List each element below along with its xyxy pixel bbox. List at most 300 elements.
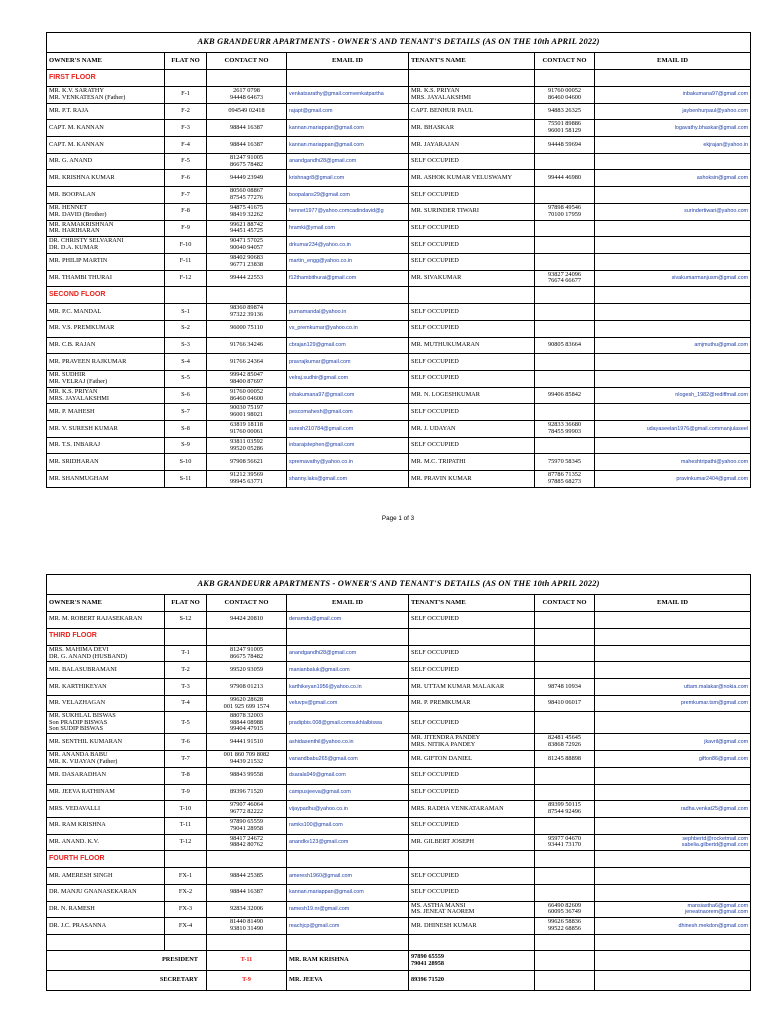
owner-name-cell [47,87,165,104]
owner-name-cell [47,645,165,662]
cell-line: MR. P. PREMKUMAR [411,699,471,707]
owner-contact-cell [207,751,287,768]
cell-line: SELF OCCUPIED [411,357,459,365]
owner-email-cell [287,187,409,204]
table-row [47,612,751,629]
empty-cell [535,971,595,991]
details-table-page-1 [46,32,751,488]
cell-line: 98843 99558 [229,771,264,779]
empty-cell [165,935,207,951]
tenant-email-cell [595,404,751,421]
owner-email-cell [287,834,409,851]
table-row [47,253,751,270]
cell-line: rajapt@gmail.com [289,108,333,115]
empty-cell [409,287,535,304]
tenant-email-cell [595,734,751,751]
table-row [47,471,751,488]
cell-line: S-1 [181,307,190,315]
owner-contact-cell [207,884,287,901]
table-row [47,695,751,712]
owner-contact-cell [207,337,287,354]
owner-name-cell [47,834,165,851]
table-row [47,137,751,154]
empty-cell [409,935,535,951]
flat-no-cell [165,187,207,204]
cell-line: 98844 25385 [229,871,264,879]
tenant-email-cell [595,153,751,170]
owner-email-cell [287,712,409,734]
flat-no-cell [165,454,207,471]
cell-line: veluvpv@gmail.com [289,700,338,707]
flat-no-cell [165,801,207,818]
flat-no-cell [165,884,207,901]
cell-line: 97907 46064 [229,801,264,809]
cell-line: dsarala949@gmail.com [289,772,346,779]
cell-line: 81440 81490 [229,918,264,926]
table-row [47,454,751,471]
cell-line: 90805 83664 [547,341,582,349]
cell-line: 91760 00061 [229,427,264,435]
cell-line: MR. PRAVIN KUMAR [411,474,472,482]
tenant-name-cell [409,801,535,818]
cell-line: 88078 32003 [229,711,264,719]
tenant-name-cell [409,884,535,901]
tenant-email-cell [595,767,751,784]
table-row [47,87,751,104]
cell-line: ekjrajan@yahoo.in [703,141,749,148]
cell-line: 94441 91510 [229,737,264,745]
tenant-name-cell [409,712,535,734]
owner-contact-cell [207,712,287,734]
column-header: EMAIL ID [287,53,409,70]
cell-line: sivakumarmanjusm@gmail.com [671,275,749,281]
cell-line: 96001 98021 [229,411,264,419]
cell-line: SELF OCCUPIED [411,407,459,415]
cell-line: FX-1 [178,871,193,879]
owner-name-cell [47,712,165,734]
empty-cell [535,935,595,951]
cell-line: MR. KRISHNA KUMAR [49,173,115,181]
cell-line: MR. GIFTON DANIEL [411,754,472,762]
cell-line: SELF OCCUPIED [411,665,459,673]
table-row [47,712,751,734]
table-row [47,320,751,337]
cell-line: inbakumana97@gmail.com [289,392,355,399]
owner-contact-cell [207,612,287,629]
tenant-contact-cell [535,901,595,918]
cell-line: logavathy.bhaskar@gmail.com [674,124,749,131]
tenant-contact-cell [535,404,595,421]
officer-flat: T-9 [207,971,287,991]
tenant-name-cell [409,220,535,237]
tenant-name-cell [409,253,535,270]
owner-email-cell [287,421,409,438]
officer-contact [409,971,535,991]
owner-email-cell [287,404,409,421]
cell-line: T-8 [181,771,190,779]
tenant-name-cell [409,901,535,918]
tenant-contact-cell [535,695,595,712]
cell-line: 99520 93059 [229,665,264,673]
cell-line: T-3 [181,682,190,690]
owner-name-cell [47,137,165,154]
owner-email-cell [287,337,409,354]
empty-cell [165,70,207,87]
title-row [47,575,751,595]
cell-line: 99406 85842 [547,391,582,399]
document-title: AKB GRANDEURR APARTMENTS - OWNER'S AND TENANT'S DETAILS (AS ON THE 10th APRIL 2022) [47,33,751,53]
cell-line: F-5 [181,157,190,165]
cell-line: Son SUDIP BISWAS [49,725,104,733]
cell-line: F-2 [181,107,190,115]
empty-cell [287,70,409,87]
owner-email-cell [287,868,409,885]
flat-no-cell [165,253,207,270]
cell-line: SELF OCCUPIED [411,240,459,248]
cell-line: kannan.mariappan@gmail.com [289,124,364,131]
cell-line: F-12 [179,274,192,281]
empty-cell [47,935,165,951]
cell-line: 60095 36749 [547,908,582,916]
owner-email-cell [287,801,409,818]
flat-no-cell [165,220,207,237]
owner-name-cell [47,120,165,137]
cell-line: SELF OCCUPIED [411,257,459,265]
cell-line: 90040 94057 [229,244,264,252]
cell-line: MR. G. ANAND [49,157,93,165]
table-row [47,203,751,220]
owner-email-cell [287,120,409,137]
cell-line: anandgandhi28@gmail.com [289,650,357,657]
owner-name-cell [47,784,165,801]
owner-email-cell [287,645,409,662]
tenant-name-cell [409,817,535,834]
cell-line: 87544 92496 [547,808,582,816]
owner-name-cell [47,371,165,388]
cell-line: MR. DASARADHAN [49,771,107,779]
cell-line: SELF OCCUPIED [411,307,459,315]
cell-line: 87786 71352 [547,471,582,479]
owner-email-cell [287,454,409,471]
cell-line: densmdu@gmail.com [289,616,342,623]
tenant-contact-cell [535,645,595,662]
cell-line: MR. UTTAM KUMAR MALAKAR [411,682,505,690]
cell-line: SELF OCCUPIED [411,324,459,332]
column-header: OWNER'S NAME [47,53,165,70]
owner-email-cell [287,612,409,629]
tenant-email-cell [595,471,751,488]
tenant-email-cell [595,170,751,187]
cell-line: FX-4 [178,921,193,929]
cell-line: 99404 47915 [229,725,264,733]
section-title: FOURTH FLOOR [47,851,165,868]
owner-email-cell [287,751,409,768]
cell-line: 94451 45725 [229,227,264,235]
owner-contact-cell [207,203,287,220]
empty-cell [409,628,535,645]
tenant-contact-cell [535,868,595,885]
cell-line: S-6 [181,391,190,399]
owner-name-cell [47,354,165,371]
flat-no-cell [165,612,207,629]
owner-name-cell [47,767,165,784]
cell-line: MR. M.C. TRIPATHI [411,457,466,465]
document-title: AKB GRANDEURR APARTMENTS - OWNER'S AND TENANT'S DETAILS (AS ON THE 10th APRIL 2022) [47,575,751,595]
tenant-email-cell [595,220,751,237]
cell-line: SELF OCCUPIED [411,871,459,879]
cell-line: 96000 75110 [230,324,263,332]
cell-line: amjmuthu@gmail.com [694,342,749,349]
cell-line: SELF OCCUPIED [411,157,459,165]
empty-cell [165,851,207,868]
cell-line: F-11 [179,257,192,265]
cell-line: FX-2 [178,888,193,896]
section-title: SECOND FLOOR [47,287,165,304]
flat-no-cell [165,817,207,834]
tenant-name-cell [409,387,535,404]
tenant-contact-cell [535,767,595,784]
flat-no-cell [165,784,207,801]
cell-line: purnamandal@yahoo.in [289,308,347,315]
column-header: TENANT'S NAME [409,53,535,70]
cell-line: SELF OCCUPIED [411,821,459,829]
tenant-email-cell [595,437,751,454]
flat-no-cell [165,901,207,918]
cell-line: S-10 [179,457,192,465]
cell-line: 96771 23838 [229,260,264,268]
cell-line: MRS. JAYALAKSHMI [411,93,471,101]
table-row [47,817,751,834]
cell-line: F-9 [181,223,190,231]
cell-line: 86675 78482 [229,160,264,168]
cell-line: 79041 28958 [229,824,264,832]
table-row [47,220,751,237]
cell-line: T-9 [181,787,190,795]
cell-line: F-1 [181,90,190,98]
cell-line: 93827 24096 [547,270,582,278]
tenant-name-cell [409,421,535,438]
flat-no-cell [165,153,207,170]
cell-line: MR. ANAND. K.V. [49,838,99,845]
cell-line: DR. MANJU GNANASEKARAN [49,888,137,896]
owner-name-cell [47,304,165,321]
cell-line: 81247 91005 [229,153,264,161]
flat-no-cell [165,437,207,454]
flat-no-cell [165,421,207,438]
tenant-name-cell [409,354,535,371]
cell-line: 97908 01213 [229,682,264,690]
tenant-email-cell [595,354,751,371]
cell-line: T-2 [181,665,190,673]
cell-line: CAPT. M. KANNAN [49,123,104,131]
owner-contact-cell [207,120,287,137]
page-2 [46,574,750,991]
owner-contact-cell [207,270,287,287]
cell-line: udayaseelan1976@gmail.commanjulaseel [646,425,749,432]
cell-line: MR. P.T. RAJA [49,107,89,115]
empty-cell [595,287,751,304]
empty-cell [535,951,595,971]
cell-line: 98402 90683 [229,253,264,261]
cell-line: 94448 59694 [547,140,582,148]
cell-line: CAPT. M. KANNAN [49,140,104,148]
cell-line: ameresh1960@gmail.com [289,872,353,879]
cell-line: jeneatnaorem@gmail.com [685,909,749,916]
officer-contact [409,951,535,971]
owner-contact-cell [207,645,287,662]
section-title: FIRST FLOOR [47,70,165,87]
owner-contact-cell [207,371,287,388]
cell-line: 89399 50115 [548,801,581,809]
tenant-email-cell [595,784,751,801]
cell-line: MR. P. MAHESH [49,407,95,415]
owner-email-cell [287,901,409,918]
cell-line: MR. SUDHIR [49,371,86,379]
flat-no-cell [165,712,207,734]
tenant-contact-cell [535,751,595,768]
cell-line: SELF OCCUPIED [411,787,459,795]
empty-cell [409,70,535,87]
owner-email-cell [287,767,409,784]
column-header: CONTACT NO [207,53,287,70]
column-header: OWNER'S NAME [47,595,165,612]
tenant-email-cell [595,662,751,679]
empty-cell [409,851,535,868]
tenant-name-cell [409,612,535,629]
cell-line: MR. K.S. PRIYAN [49,387,98,395]
cell-line: MR. JITENDRA PANDEY [411,734,481,742]
empty-cell [595,971,751,991]
cell-line: 91766 24364 [229,357,264,365]
empty-cell [595,628,751,645]
cell-line: 99942 85047 [229,371,264,379]
owner-contact-cell [207,404,287,421]
cell-line: hramki@ymail.com [289,224,335,231]
flat-no-cell [165,679,207,696]
cell-line: gifton86@gmail.com [698,755,749,762]
flat-no-cell [165,120,207,137]
table-row [47,170,751,187]
tenant-name-cell [409,337,535,354]
officer-flat: T-11 [207,951,287,971]
cell-line: MRS. JAYALAKSHMI [49,394,109,402]
owner-email-cell [287,371,409,388]
header-row [47,595,751,612]
owner-email-cell [287,471,409,488]
cell-line: MR. SIVAKUMAR [411,274,462,281]
tenant-contact-cell [535,354,595,371]
empty-cell [595,935,751,951]
cell-line: 91212 39569 [229,471,264,479]
tenant-email-cell [595,371,751,388]
tenant-contact-cell [535,471,595,488]
column-header: EMAIL ID [287,595,409,612]
cell-line: 80560 08867 [229,187,264,195]
table-row [47,103,751,120]
table-row [47,237,751,254]
table-row [47,337,751,354]
cell-line: 98419 32262 [229,210,264,218]
cell-line: 97908 56621 [229,457,264,465]
empty-cell [287,935,409,951]
empty-cell [535,70,595,87]
cell-line: MR. C.B. RAJAN [49,341,96,349]
officer-row [47,971,751,991]
cell-line: 93810 31490 [229,925,264,933]
owner-contact-cell [207,137,287,154]
cell-line: ashidasenthil@yahoo.co.in [289,738,354,745]
tenant-contact-cell [535,817,595,834]
cell-line: 94875 41675 [229,203,264,211]
tenant-contact-cell [535,187,595,204]
cell-line: 97890 65559 [411,952,445,960]
owner-email-cell [287,734,409,751]
owner-contact-cell [207,767,287,784]
cell-line: S-12 [179,615,192,623]
cell-line: campusjeeva@gmail.com [289,788,351,795]
owner-name-cell [47,270,165,287]
cell-line: MR. M. ROBERT RAJASEKARAN [49,615,143,623]
cell-line: DR. CHRISTY SELVARANI [49,237,124,245]
cell-line: MR. P.C. MANDAL [49,307,102,315]
cell-line: F-7 [181,190,190,198]
cell-line: inbarajstephen@gmail.com [289,442,355,449]
cell-line: 98844 08988 [229,718,264,726]
owner-email-cell [287,695,409,712]
owner-contact-cell [207,170,287,187]
owner-contact-cell [207,421,287,438]
column-header: CONTACT NO [207,595,287,612]
cell-line: S-2 [181,324,190,332]
officer-role: SECRETARY [47,971,207,991]
cell-line: MR. V.S. PREMKUMAR [49,324,115,332]
owner-name-cell [47,103,165,120]
owner-name-cell [47,220,165,237]
cell-line: 94449 23949 [229,173,264,181]
tenant-email-cell [595,645,751,662]
cell-line: sephbertd@rocketmail.com [682,835,749,842]
tenant-contact-cell [535,801,595,818]
cell-line: 63819 18118 [230,421,263,429]
table-row [47,437,751,454]
cell-line: SELF OCCUPIED [411,374,459,382]
cell-line: 094549 02418 [228,107,265,115]
tenant-name-cell [409,237,535,254]
cell-line: 99621 88742 [229,220,264,228]
tenant-contact-cell [535,834,595,851]
tenant-name-cell [409,304,535,321]
cell-line: S-3 [181,341,190,349]
empty-cell [535,287,595,304]
tenant-contact-cell [535,918,595,935]
cell-line: S-5 [181,374,190,382]
owner-name-cell [47,471,165,488]
cell-line: T-5 [181,718,190,726]
owner-email-cell [287,203,409,220]
empty-cell [287,287,409,304]
flat-no-cell [165,371,207,388]
tenant-name-cell [409,471,535,488]
empty-cell [207,287,287,304]
cell-line: sabelia.gilbertd@gmail.com [681,842,749,849]
cell-line: 75970 58345 [547,457,582,465]
cell-line: venkatsarathy@gmail.comvenkatpartha [289,91,384,98]
cell-line: vs_premkumar@yahoo.co.in [289,325,358,332]
cell-line: MR. BALASUBRAMANI [49,665,117,673]
owner-contact-cell [207,253,287,270]
cell-line: MR. K. VIJAYAN (Father) [49,757,118,765]
tenant-name-cell [409,734,535,751]
